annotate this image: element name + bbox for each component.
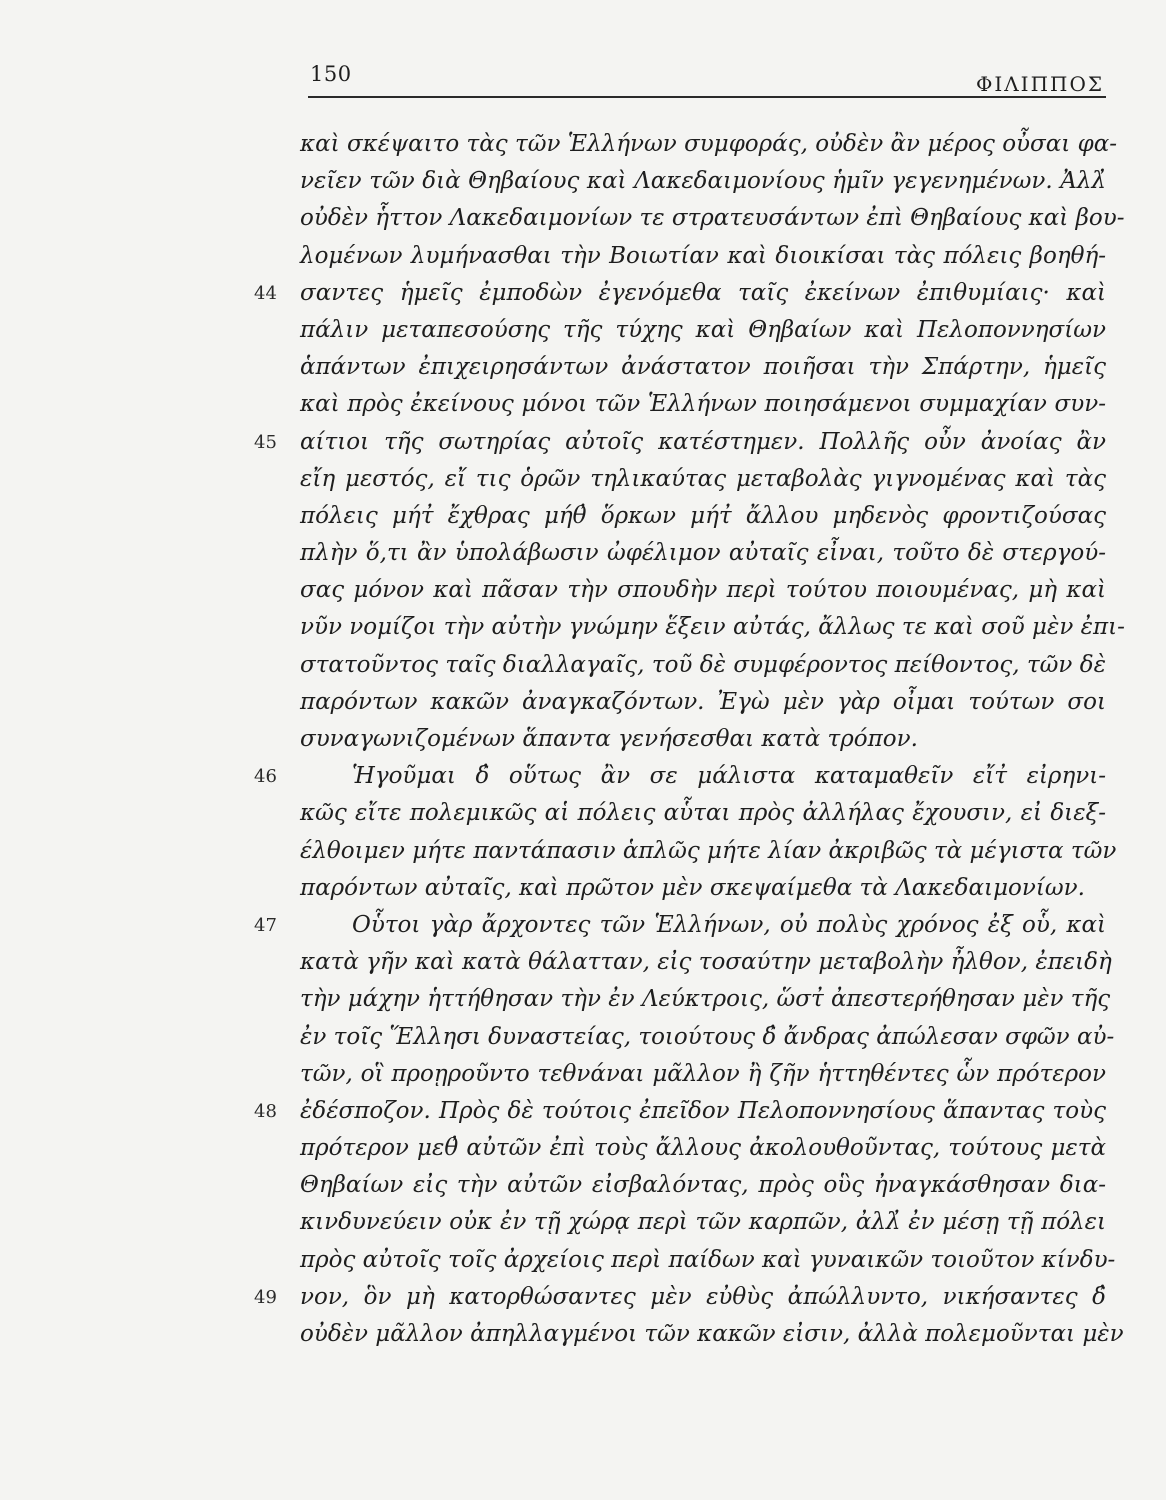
text-line: κῶς εἴτε πολεμικῶς αἱ πόλεις αὗται πρὸς ἀλλήλας ἔχουσιν, εἰ διεξ- (300, 800, 1106, 827)
text-line: τὴν μάχην ἡττήθησαν τὴν ἐν Λεύκτροις, ὥστ̓ ἀπεστερήθησαν μὲν τῆς (300, 986, 1111, 1013)
text-line: 45 αίτιοι τῆς σωτηρίας αὐτοῖς κατέστημεν. Πολλῆς οὖν ἀνοίας ἂν (300, 424, 1106, 461)
text-line: παρόντων κακῶν ἀναγκαζόντων. Ἐγὼ μὲν γὰρ οἶμαι τούτων σοι (300, 688, 1106, 715)
text-line: οὐδὲν ἧττον Λακεδαιμονίων τε στρατευσάντων ἐπὶ Θηβαίους καὶ βου- (300, 205, 1125, 232)
text-line: Θηβαίων εἰς τὴν αὐτῶν εἰσβαλόντας, πρὸς οὓς ἠναγκάσθησαν δια- (300, 1172, 1106, 1199)
text-line: παρόντων αὐταῖς, καὶ πρῶτον μὲν σκεψαίμεθα τὰ Λακεδαιμονίων. (300, 874, 1085, 901)
text-line: 44 σαντες ἡμεῖς ἐμποδὼν ἐγενόμεθα ταῖς ἐκείνων ἐπιθυμίαις· καὶ (300, 275, 1106, 312)
greek-text-body (254, 126, 1125, 1353)
text-line: κατὰ γῆν καὶ κατὰ θάλατταν, εἰς τοσαύτην μεταβολὴν ἦλθον, ἐπειδὴ (300, 949, 1112, 976)
section-number: 47 (254, 914, 277, 936)
section-number: 48 (254, 1100, 277, 1122)
text-line: συναγωνιζομένων ἅπαντα γενήσεσθαι κατὰ τρόπον. (300, 726, 918, 752)
text-line: νῦν νομίζοι τὴν αὐτὴν γνώμην ἕξειν αὐτάς, ἄλλως τε καὶ σοῦ μὲν ἐπι- (300, 614, 1125, 641)
text-line: ἁπάντων ἐπιχειρησάντων ἀνάστατον ποιῆσαι τὴν Σπάρτην, ἡμεῖς (300, 354, 1106, 381)
section-number: 44 (254, 282, 277, 304)
text-line: 47 Οὗτοι γὰρ ἄρχοντες τῶν Ἑλλήνων, οὐ πολὺς χρόνος ἐξ οὗ, καὶ (300, 907, 1106, 944)
bleed-through-text (20, 90, 260, 390)
text-line: έλθοιμεν μήτε παντάπασιν ἁπλῶς μήτε λίαν ἀκριβῶς τὰ μέγιστα τῶν (300, 837, 1117, 864)
running-head: ΦΙΛΙΠΠΟΣ (975, 72, 1104, 96)
section-number: 45 (254, 431, 277, 453)
header-rule (308, 96, 1106, 98)
text-line: καὶ πρὸς ἐκείνους μόνοι τῶν Ἑλλήνων ποιησάμενοι συμμαχίαν συν- (300, 391, 1106, 418)
text-line: πόλεις μήτ̓ ἔχθρας μήθ̓ ὅρκων μήτ̓ ἄλλου μηδενὸς φροντιζούσας (300, 502, 1106, 529)
text-line: λομένων λυμήνασθαι τὴν Βοιωτίαν καὶ διοικίσαι τὰς πόλεις βοηθή- (300, 242, 1106, 269)
text-line: στατοῦντος ταῖς διαλλαγαῖς, τοῦ δὲ συμφέροντος πείθοντος, τῶν δὲ (300, 651, 1106, 678)
section-number: 46 (254, 766, 277, 788)
text-line: οὐδὲν μᾶλλον ἀπηλλαγμένοι τῶν κακῶν εἰσιν, ἀλλὰ πολεμοῦνται μὲν (300, 1321, 1124, 1347)
text-line: πρὸς αὐτοῖς τοῖς ἀρχείοις περὶ παίδων καὶ γυναικῶν τοιοῦτον κίνδυ- (300, 1246, 1116, 1273)
text-line: σας μόνον καὶ πᾶσαν τὴν σπουδὴν περὶ τούτου ποιουμένας, μὴ καὶ (300, 577, 1106, 604)
text-line: πάλιν μεταπεσούσης τῆς τύχης καὶ Θηβαίων καὶ Πελοποννησίων (300, 316, 1106, 343)
page-number: 150 (310, 62, 352, 86)
text-line: καὶ σκέψαιτο τὰς τῶν Ἑλλήνων συμφοράς, οὐδὲν ἂν μέρος οὖσαι φα- (300, 131, 1117, 157)
text-line: ἐν τοῖς Ἕλλησι δυναστείας, τοιούτους δ̓ ἄνδρας ἀπώλεσαν σφῶν αὐ- (300, 1023, 1115, 1050)
text-line: εἴη μεστός, εἴ τις ὁρῶν τηλικαύτας μεταβολὰς γιγνομένας καὶ τὰς (300, 465, 1106, 492)
text-line: πλὴν ὅ,τι ἂν ὑπολάβωσιν ὠφέλιμον αὐταῖς εἶναι, τοῦτο δὲ στεργού- (300, 540, 1106, 567)
text-line: 48 ἐδέσποζον. Πρὸς δὲ τούτοις ἐπεῖδον Πελοποννησίους ἅπαντας τοὺς (300, 1093, 1106, 1130)
text-line: 49 νον, ὃν μὴ κατορθώσαντες μὲν εὐθὺς ἀπώλλυντο, νικήσαντες δ̓ (300, 1279, 1106, 1316)
text-line: νεῖεν τῶν διὰ Θηβαίους καὶ Λακεδαιμονίους ἡμῖν γεγενημένων. Ἀλλ̓ (300, 168, 1106, 195)
text-line: 46 Ἡγοῦμαι δ̓ οὕτως ἂν σε μάλιστα καταμαθεῖν εἴτ̓ εἰρηνι- (300, 758, 1106, 795)
text-line: τῶν, οἳ προῃροῦντο τεθνάναι μᾶλλον ἢ ζῆν ἡττηθέντες ὧν πρότερον (300, 1060, 1106, 1087)
section-number: 49 (254, 1286, 277, 1308)
page-header (310, 58, 1104, 98)
text-line: πρότερον μεθ̓ αὐτῶν ἐπὶ τοὺς ἄλλους ἀκολουθοῦντας, τούτους μετὰ (300, 1135, 1106, 1162)
text-line: κινδυνεύειν οὐκ ἐν τῇ χώρᾳ περὶ τῶν καρπῶν, ἀλλ̓ ἐν μέσῃ τῇ πόλει (300, 1209, 1106, 1236)
